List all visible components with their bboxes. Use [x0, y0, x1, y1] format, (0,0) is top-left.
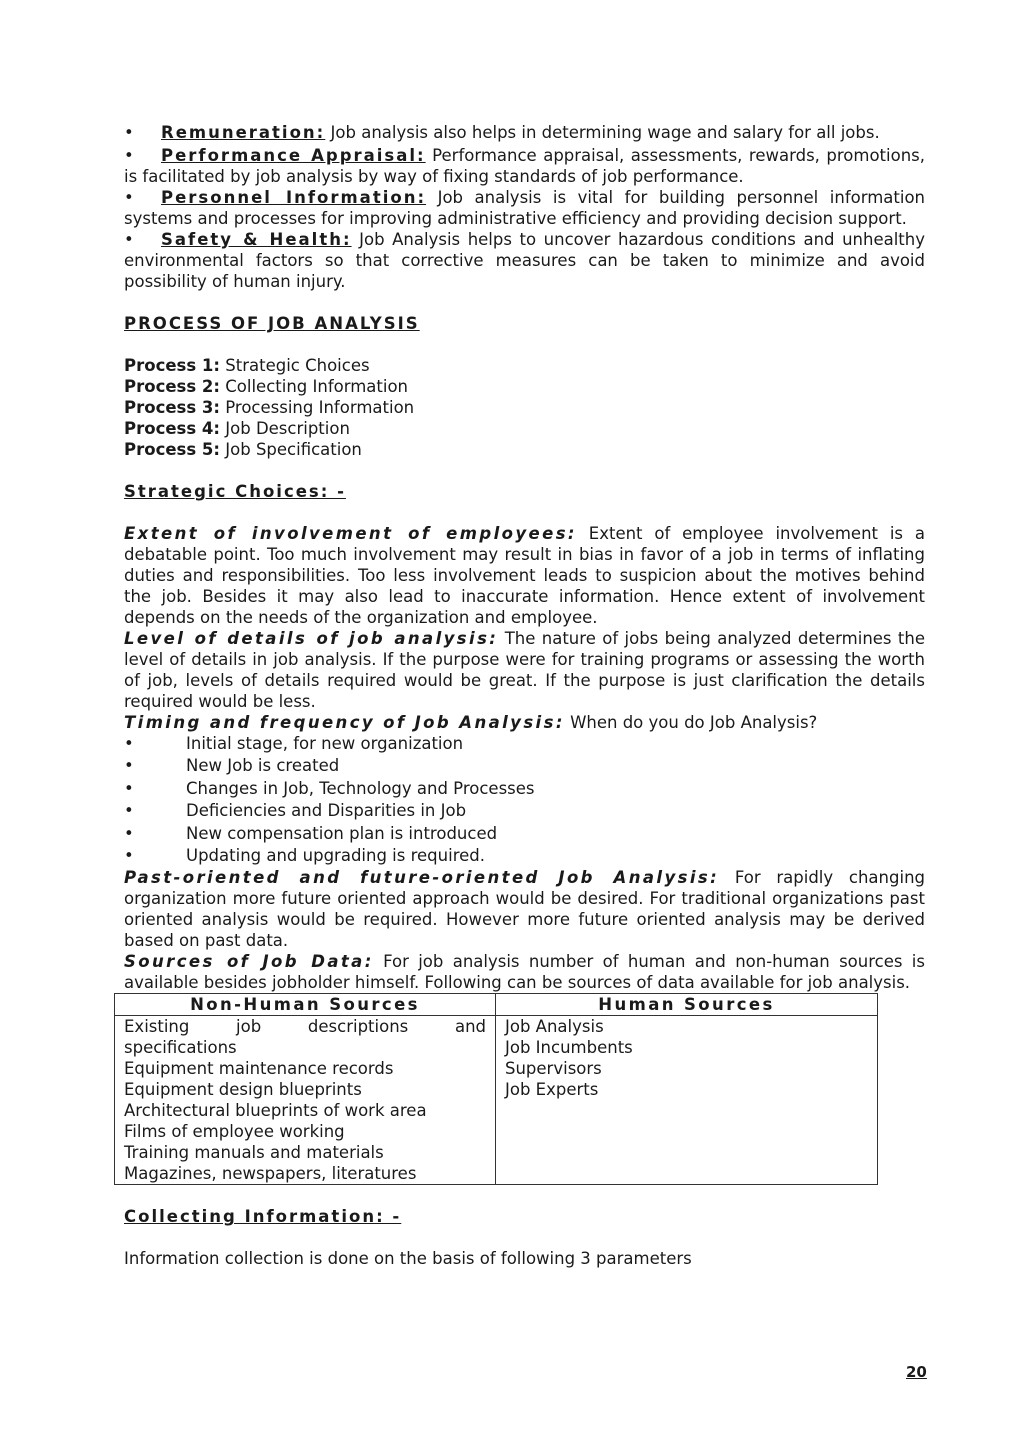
bullet-symbol: • [124, 123, 134, 142]
process-list [124, 355, 925, 460]
bullet-symbol: • [124, 188, 134, 207]
non-human-sources-cell [115, 1016, 496, 1185]
process-item [124, 376, 925, 397]
uses-bullet-safety-health [124, 229, 925, 292]
bullet-symbol: • [124, 801, 134, 821]
list-item: Equipment maintenance records [124, 1059, 394, 1079]
timing-text: When do you do Job Analysis? [564, 713, 818, 732]
past-future-paragraph [124, 867, 925, 951]
list-item: • Initial stage, for new organization [124, 733, 925, 755]
process-label: Process 5: [124, 440, 221, 459]
list-item: • New compensation plan is introduced [124, 823, 925, 845]
extent-paragraph [124, 523, 925, 628]
bullet-term: Remuneration: [161, 123, 326, 142]
process-label: Process 4: [124, 419, 221, 438]
process-label: Process 1: [124, 356, 221, 375]
extent-term: Extent of involvement of employees: [124, 524, 577, 543]
table-row [115, 1016, 878, 1185]
list-item: Job Incumbents [505, 1038, 633, 1058]
list-item: • Deficiencies and Disparities in Job [124, 800, 925, 822]
past-future-term: Past-oriented and future-oriented Job Analysis: [124, 868, 720, 888]
level-paragraph [124, 628, 925, 712]
bullet-symbol: • [124, 778, 134, 798]
process-item [124, 397, 925, 418]
list-item: Job Analysis [505, 1017, 604, 1037]
list-item: Training manuals and materials [124, 1143, 384, 1163]
human-sources-cell [496, 1016, 878, 1185]
bullet-text: Job Analysis helps to uncover hazardous conditions and unhealthy environmental factors so that corrective measures can be taken to minimize and avoid possibility of human injury. [124, 230, 925, 291]
list-item: Job Experts [505, 1080, 599, 1100]
process-label: Process 2: [124, 377, 221, 396]
uses-bullet-performance-appraisal [124, 145, 925, 187]
bullet-text: Performance appraisal, assessments, rewards, promotions, is facilitated by job analysis by way of fixing standards of job performance. [124, 146, 926, 186]
process-text: Strategic Choices [220, 356, 370, 375]
process-text: Collecting Information [220, 377, 409, 396]
table-header-row [115, 994, 878, 1016]
timing-list [124, 733, 925, 867]
uses-bullet-remuneration [124, 122, 925, 143]
bullet-symbol: • [124, 823, 134, 843]
process-item [124, 439, 925, 460]
page-number: 20 [906, 1363, 927, 1381]
level-term: Level of details of job analysis: [124, 629, 499, 648]
collecting-information-heading: Collecting Information: - [124, 1207, 402, 1227]
timing-paragraph [124, 712, 925, 733]
bullet-term: Personnel Information: [161, 188, 427, 207]
non-human-sources-header: Non-Human Sources [115, 994, 496, 1016]
bullet-symbol: • [124, 146, 134, 165]
process-item [124, 355, 925, 376]
list-item: • Updating and upgrading is required. [124, 845, 925, 867]
sources-paragraph [124, 951, 925, 993]
bullet-text: Job analysis also helps in determining wage and salary for all jobs. [325, 123, 880, 142]
bullet-text: Job analysis is vital for building personnel information systems and processes for improving administrative efficiency and providing decision support. [124, 188, 926, 228]
timing-term: Timing and frequency of Job Analysis: [124, 713, 565, 732]
extent-text: Extent of employee involvement is a debatable point. Too much involvement may result in bias in favor of a job in terms of inflating duties and responsibilities. Too less involvement leads to suspicion about the motives behind the job. Besides it may also lead to inaccurate information. Hence extent of involvement depends on the needs of the organization and employee. [124, 524, 925, 627]
list-item: Films of employee working [124, 1122, 345, 1142]
bullet-symbol: • [124, 846, 134, 866]
past-future-text: For rapidly changing organization more future oriented approach would be desired. For traditional organizations past oriented analysis would be required. However more future oriented analysis may be derived based on past data. [124, 868, 925, 951]
sources-term: Sources of Job Data: [124, 952, 374, 972]
process-text: Processing Information [220, 398, 415, 417]
sources-text: For job analysis number of human and non-human sources is available besides jobholder himself. Following can be sources of data available for job analysis. [124, 952, 925, 993]
list-item: Architectural blueprints of work area [124, 1101, 427, 1121]
list-item: • Changes in Job, Technology and Processes [124, 778, 925, 800]
list-item: Existing job descriptions and [124, 1017, 486, 1037]
list-item: specifications [124, 1038, 237, 1058]
process-label: Process 3: [124, 398, 221, 417]
list-item: Equipment design blueprints [124, 1080, 362, 1100]
bullet-term: Safety & Health: [161, 230, 352, 249]
bullet-symbol: • [124, 734, 134, 753]
bullet-symbol: • [124, 230, 134, 249]
human-sources-header: Human Sources [496, 994, 878, 1016]
list-item: • New Job is created [124, 755, 925, 777]
list-item: Supervisors [505, 1059, 602, 1079]
process-heading: PROCESS OF JOB ANALYSIS [124, 314, 420, 333]
strategic-choices-heading: Strategic Choices: - [124, 482, 346, 501]
collecting-information-text: Information collection is done on the basis of following 3 parameters [124, 1249, 692, 1269]
uses-bullet-personnel-information [124, 187, 925, 229]
document-page [124, 122, 925, 1269]
sources-table [114, 993, 878, 1185]
process-text: Job Specification [220, 440, 362, 459]
process-item [124, 418, 925, 439]
list-item: Magazines, newspapers, literatures [124, 1164, 417, 1184]
bullet-term: Performance Appraisal: [161, 146, 426, 165]
process-text: Job Description [220, 419, 350, 438]
level-text: The nature of jobs being analyzed determines the level of details in job analysis. If the purpose were for training programs or assessing the worth of job, levels of details required would be great. If the purpose is just clarification the details required would be less. [124, 629, 925, 711]
bullet-symbol: • [124, 756, 134, 776]
